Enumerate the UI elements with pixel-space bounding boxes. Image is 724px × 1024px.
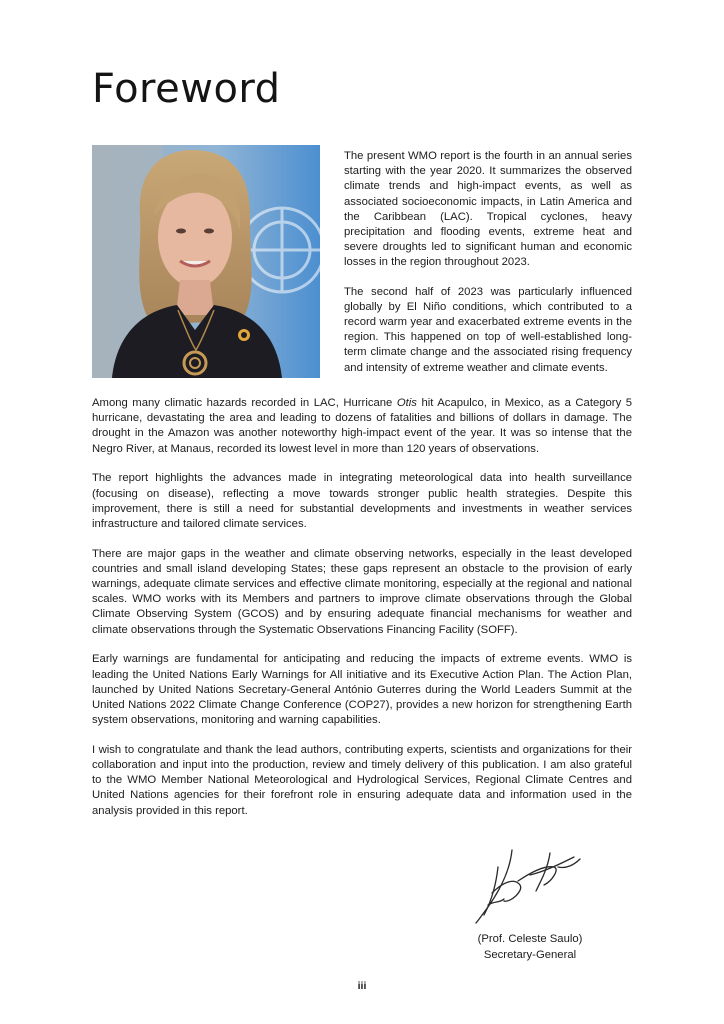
body-paragraph: There are major gaps in the weather and climate observing networks, especially in the least developed countries and small island developing States; these gaps represent an obstacle to the provision of early warnings, adequate climate services and effective climate monitoring, especially at the regional and national scales. WMO works with its Members and partners to improve climate observations through the Global Climate Observing System (GCOS) and by ensuring adequate financial mechanisms for weather and climate observations through the Systematic Observations Financing Facility (SOFF). [92, 547, 632, 636]
body-text [92, 396, 632, 833]
body-paragraph: The report highlights the advances made in integrating meteorological data into health surveillance (focusing on disease), reflecting a move towards stronger public health strategies. Despite this improvement, there is still a need for substantial developments and investments in weather services infrastructure and tailored climate services. [92, 472, 632, 530]
hurricane-name: Otis [396, 397, 417, 409]
body-paragraph [92, 396, 632, 457]
handwritten-signature [470, 845, 590, 927]
hurricane-text-end: hit Acapulco, in Mexico, as a Category 5 hurricane, devastating the area and leading to dozens of fatalities and billions of dollars in damage. The drought in the Amazon was another noteworthy high-impact event of the year. It was so intense that the Negro River, at Manaus, recorded its lowest level in more than 120 years of observations. [92, 397, 633, 455]
intro-text [344, 149, 632, 390]
page-number: iii [357, 980, 367, 992]
intro-paragraph: The second half of 2023 was particularly influenced globally by El Niño conditions, which contributed to a record warm year and exacerbated extreme events in the region. This happened on top of well-established long-term climate change and the associated rising frequency and intensity of extreme weather and climate events. [344, 285, 632, 374]
body-paragraph: Early warnings are fundamental for anticipating and reducing the impacts of extreme events. WMO is leading the United Nations Early Warnings for All initiative and its Executive Action Plan. The Action Plan, launched by United Nations Secretary-General António Guterres during the World Leaders Summit at the United Nations 2022 Climate Change Conference (COP27), provides a new horizon for strengthening Earth system observations, monitoring and warning capabilities. [92, 653, 632, 727]
signer-block [455, 932, 605, 963]
portrait-photo [92, 145, 320, 378]
page-title: Foreword [92, 66, 281, 112]
signer-name: (Prof. Celeste Saulo) [477, 933, 583, 945]
signer-role: Secretary-General [483, 948, 577, 961]
hurricane-text-start: Among many climatic hazards recorded in LAC, Hurricane [92, 397, 397, 409]
body-paragraph: I wish to congratulate and thank the lead authors, contributing experts, scientists and organizations for their collaboration and input into the production, review and timely delivery of this publication. I am also grateful to the WMO Member National Meteorological and Hydrological Services, Regional Climate Centres and United Nations agencies for their forefront role in ensuring adequate data and information used in the analysis provided in this report. [92, 743, 632, 817]
intro-paragraph: The present WMO report is the fourth in an annual series starting with the year 2020. It summarizes the observed climate trends and high-impact events, as well as associated socioeconomic impacts, in Latin America and the Caribbean (LAC). Tropical cyclones, heavy precipitation and flooding events, extreme heat and severe droughts led to significant human and economic losses in the region throughout 2023. [344, 150, 632, 269]
